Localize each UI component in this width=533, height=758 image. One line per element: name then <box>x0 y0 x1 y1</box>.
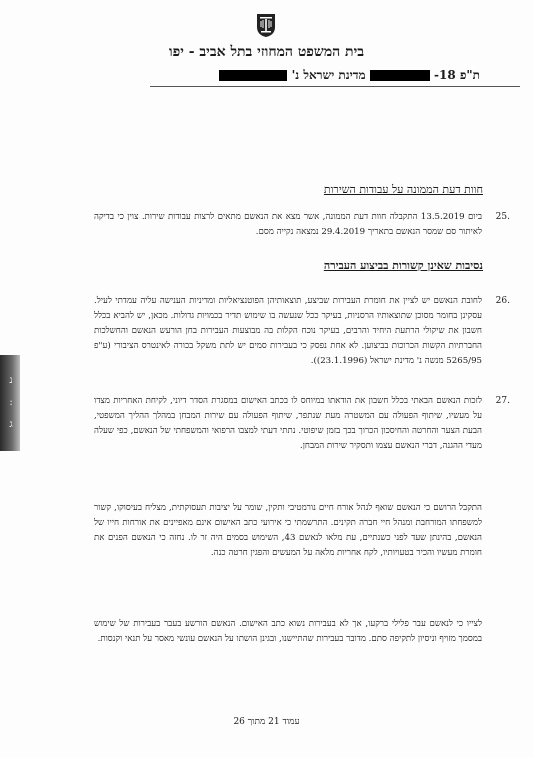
paragraph-text: לצייו כי לנאשם עבר פלילי ברקעו, אך לא בעבירות נשוא כתב האישום. הנאשם הורשע בעבר בעבירות של שימוש במסמך מזויף וניסיון לתקיפה סתם. מדובר בעבירות שהתיישנו, ובגינן הושתו על הנאשם עונשי מאסר על תנאי וקנסות. <box>94 619 482 644</box>
section-heading: נסיבות שאינן קשורות בביצוע העבירה <box>323 259 483 272</box>
state-emblem-icon <box>255 12 277 38</box>
case-caption <box>150 68 480 83</box>
case-parties: מדינת ישראל נ' <box>291 68 366 82</box>
redaction-block <box>219 70 287 81</box>
paragraph-text: ביום 13.5.2019 התקבלה חוות דעת הממונה, אשר מצא את הנאשם מתאים לרצות עבודות שירות. צוין כי בדיקה לאיתור סם שמסר הנאשם בתאריך 29.4.2019 נמצאה נקייה מסם. <box>94 212 482 237</box>
paragraph-text: לחובת הנאשם יש לציין את חומרת העבירות שביצע, תוצאותיהן הפוטנציאליות ומדיניות הענישה עליה עמדתי לעיל. עסקינן בחומר מסוכן שתוצאותיו הרסניות, בעיקר ככל שנעשה בו שימוש תדיר בכמויות גדולות. מכאן, יש להביא בכלל חשבון את שיקולי הרתעת היחיד והרבים, בעיקר נוכח הקלות בה מבוצעות העבירות בחן הורעש הנאשם והחשלכות החברתיות הקשות הכרוכות בביצוען. לא אחת נפסק כי בעבירות סמים יש לתת משקל בכורה לאינטרס הציבורי (ע"פ 5265/95 מנשה נ' מדינת ישראל (23.1.1996)). <box>94 296 482 366</box>
case-number-prefix: ת"פ 18- <box>434 68 480 82</box>
page-number: עמוד 21 מתוך 26 <box>233 717 300 727</box>
section-heading: חוות דעת הממונה על עבודות השירות <box>323 183 483 196</box>
paragraph-number: 27. <box>495 396 510 406</box>
court-name: בית המשפט המחוזי בתל אביב - יפו <box>169 44 364 60</box>
header-divider <box>150 86 520 87</box>
paragraph-text: לזכות הנאשם הבאתי בכלל חשבון את הודאתו במיוחס לו בכתב האישום במסגרת הסדר דיוני, לקיחת האחריות מצדו על מעשיו, שיתוף הפעולה עם המשטרה מעת שנתפר, שיתוף הפעולה עם שירות המבחן במהלך ההליך המשפטי, הבעת הצער והחרטה והחיסכון הכרוך בכך בזמן שיפוטי. נתתי דעתי למצבו הרפואי והמשפחתי של הנאשם, כפי שעלה מעדי ההגנה, דברי הנאשם עצמו ותסקיר שירות המבחן. <box>94 396 482 451</box>
redaction-block <box>370 70 430 81</box>
paragraph-number: 25. <box>495 212 510 222</box>
paragraph-text: התקבל הרושם כי הנאשם שואף לנהל אורח חיים נורמטיבי ותקין, שומר על יציבות תעסוקתית, מצליח בעיסוקו, קשור למשפחתו המורחבת ומנהל חיי חברה תקינים. התרשמתי כי אירועי כתב האישום אינם מאפיינים את אורחות חייו של הנאשם, בהינתן שעד לפני כשנתיים, עת מלאו לנאשם 43, השימוש בסמים היה זר לו. נחזה כי הנאשם הפנים את חומרת מעשיו והכיר בטעויותיו, לקח אחריות מלאה על המעשים והפגין חרטה כנה. <box>94 503 482 558</box>
scan-edge-marks: נ : ג <box>9 375 13 430</box>
paragraph-number: 26. <box>495 296 510 306</box>
